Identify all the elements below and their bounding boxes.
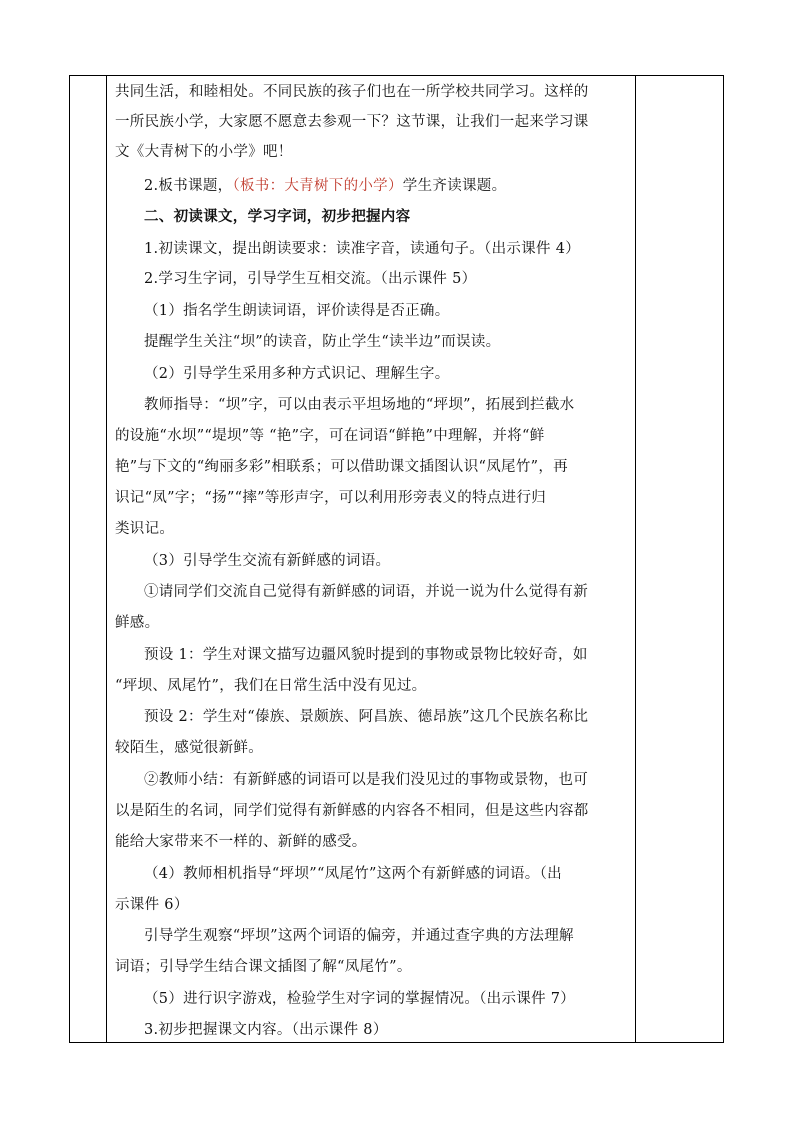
step-label: 2.板书课题， xyxy=(144,178,233,194)
section-heading: 二、初读课文，学习字词，初步把握内容 xyxy=(144,208,411,225)
text-line: 预设 2：学生对“傣族、景颇族、阿昌族、德昂族”这几个民族名称比 xyxy=(144,709,589,725)
text-line: 教师指导：“坝”字，可以由表示平坦场地的“坪坝”，拓展到拦截水 xyxy=(144,397,575,413)
text-line: （3）引导学生交流有新鲜感的词语。 xyxy=(144,553,391,569)
text-line: 艳”与下文的“绚丽多彩”相联系；可以借助课文插图认识“凤尾竹”，再 xyxy=(115,459,568,475)
text-line: 一所民族小学，大家愿不愿意去参观一下？这节课，让我们一起来学习课 xyxy=(115,114,589,130)
table-column-divider-left xyxy=(106,76,107,1042)
text-line: 的设施“水坝”“堤坝”等 “艳”字，可在词语“鲜艳”中理解，并将“鲜 xyxy=(115,428,545,444)
text-line: 1.初读课文，提出朗读要求：读准字音，读通句子。（出示课件 4） xyxy=(144,241,581,257)
text-line: 词语；引导学生结合课文插图了解“凤尾竹”。 xyxy=(115,959,412,975)
text-line: 3.初步把握课文内容。（出示课件 8） xyxy=(144,1022,388,1038)
text-line: （4）教师相机指导“坪坝”“凤尾竹”这两个有新鲜感的词语。（出 xyxy=(144,866,562,882)
text-line: 示课件 6） xyxy=(115,897,189,913)
text-line: 文《大青树下的小学》吧！ xyxy=(115,144,293,160)
text-line: 引导学生观察“坪坝”这两个词语的偏旁，并通过查字典的方法理解 xyxy=(144,928,574,944)
text-line: 较陌生，感觉很新鲜。 xyxy=(115,740,263,756)
text-line: “坪坝、凤尾竹”，我们在日常生活中没有见过。 xyxy=(115,678,427,694)
step-text: 学生齐读课题。 xyxy=(402,178,507,194)
text-line xyxy=(144,176,506,196)
text-line: 提醒学生关注“坝”的读音，防止学生“读半边”而误读。 xyxy=(144,334,501,350)
text-line: 能给大家带来不一样的、新鲜的感受。 xyxy=(115,834,367,850)
text-line: （1）指名学生朗读词语，评价读得是否正确。 xyxy=(144,303,450,319)
text-line: ①请同学们交流自己觉得有新鲜感的词语，并说一说为什么觉得有新 xyxy=(144,584,588,600)
text-line: （5）进行识字游戏，检验学生对字词的掌握情况。（出示课件 7） xyxy=(144,991,576,1007)
text-line: 预设 1：学生对课文描写边疆风貌时提到的事物或景物比较好奇，如 xyxy=(144,647,588,663)
text-line: 鲜感。 xyxy=(115,615,160,631)
table-column-divider-right xyxy=(635,76,636,1042)
text-line: 共同生活，和睦相处。不同民族的孩子们也在一所学校共同学习。这样的 xyxy=(115,84,589,100)
text-line: 类识记。 xyxy=(115,521,175,537)
text-line: 2.学习生字词，引导学生互相交流。（出示课件 5） xyxy=(144,271,477,287)
text-line: （2）引导学生采用多种方式识记、理解生字。 xyxy=(144,366,450,382)
text-line: 识记“凤”字；“扬”“摔”等形声字，可以利用形旁表义的特点进行归 xyxy=(115,490,547,506)
text-line: ②教师小结：有新鲜感的词语可以是我们没见过的事物或景物，也可 xyxy=(144,772,588,788)
board-note: （板书：大青树下的小学） xyxy=(232,178,403,194)
text-line: 以是陌生的名词，同学们觉得有新鲜感的内容各不相同，但是这些内容都 xyxy=(115,803,589,819)
